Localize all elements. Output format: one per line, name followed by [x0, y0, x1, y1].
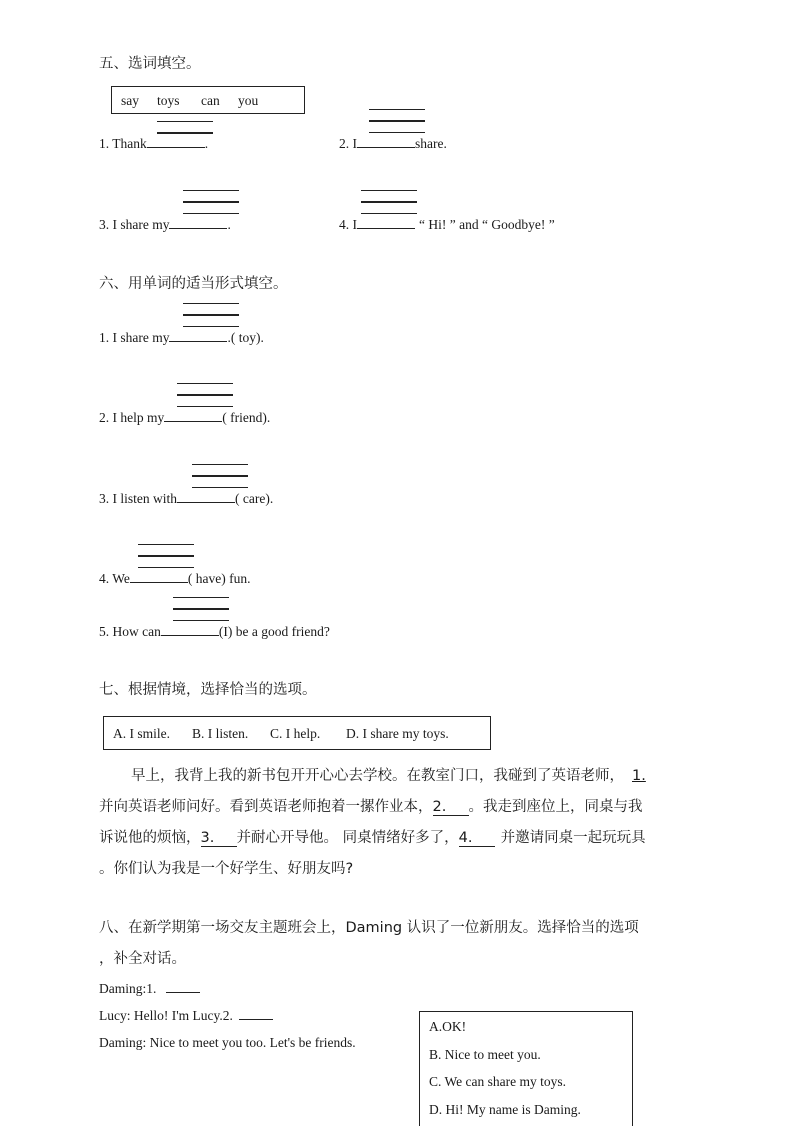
paragraph-text: 早上，我背上我的新书包开开心心去学校。在教室门口，我碰到了英语老师，: [131, 768, 624, 784]
question-number: 4.: [339, 217, 350, 232]
word-box: [111, 86, 305, 114]
answer-blank[interactable]: [357, 227, 415, 229]
s6-question-3: [99, 491, 273, 507]
blank-guide-lines: [177, 383, 233, 395]
question-text: ( have) fun.: [187, 571, 251, 586]
s6-question-5: [99, 624, 330, 640]
paragraph-text: 。我走到座位上，同桌与我: [468, 799, 643, 815]
blank-guide-lines: [138, 544, 194, 556]
answer-blank[interactable]: [164, 420, 222, 422]
question-text: “ Hi! ” and “ Goodbye! ”: [419, 217, 555, 232]
dialog-line-2: [99, 1008, 273, 1024]
word-option: toys: [157, 93, 180, 108]
blank-number: 4.: [458, 830, 473, 846]
option-d: D. I share my toys.: [346, 726, 449, 741]
question-text: I: [352, 217, 357, 232]
blank-guide-lines: [183, 190, 239, 202]
dialog-line-3: Daming: Nice to meet you too. Let's be friends.: [99, 1035, 356, 1050]
blank-number: 2.: [432, 799, 447, 815]
blank-2[interactable]: [433, 799, 469, 816]
question-text: .: [204, 136, 209, 151]
section-5-heading: 五、选词填空。: [99, 56, 201, 72]
s5-question-2: [339, 136, 447, 152]
question-text: .( toy).: [227, 330, 264, 345]
question-text: 4. We: [99, 571, 130, 586]
answer-blank[interactable]: [169, 227, 227, 229]
blank-guide-lines: [173, 597, 229, 609]
blank-guide-lines: [173, 609, 229, 621]
option-c: C. I help.: [270, 726, 321, 741]
paragraph-text: 并邀请同桌一起玩玩具: [500, 830, 646, 846]
paragraph-text: 并耐心开导他。 同桌情绪好多了，: [236, 830, 459, 846]
option-d: D. Hi! My name is Daming.: [429, 1102, 581, 1117]
question-number: 3.: [99, 217, 110, 232]
question-text: (I) be a good friend?: [218, 624, 330, 639]
blank-3[interactable]: [201, 830, 237, 847]
question-number: 2.: [339, 136, 350, 151]
blank-guide-lines: [138, 556, 194, 568]
word-option: can: [201, 93, 220, 108]
answer-blank[interactable]: [130, 581, 188, 583]
blank-number: 3.: [200, 830, 215, 846]
option-a: A.OK!: [429, 1019, 467, 1034]
question-text: I: [352, 136, 357, 151]
question-text: 1. I share my: [99, 330, 170, 345]
blank-guide-lines: [369, 109, 425, 121]
option-b: B. I listen.: [192, 726, 249, 741]
s6-question-2: [99, 410, 270, 426]
blank-guide-lines: [361, 190, 417, 202]
paragraph-line-4: 。你们认为我是一个好学生、好朋友吗?: [99, 861, 354, 877]
section-8-heading: 八、在新学期第一场交友主题班会上，Daming 认识了一位新朋友。选择恰当的选项: [99, 920, 639, 936]
s5-question-4: [339, 217, 555, 233]
blank-guide-lines: [183, 303, 239, 315]
options-box: [103, 716, 491, 750]
paragraph-text: 并向英语老师问好。看到英语老师抱着一摞作业本，: [99, 799, 433, 815]
dialog-blank-1[interactable]: [166, 991, 200, 993]
paragraph-line-1: [131, 764, 646, 785]
blank-guide-lines: [361, 202, 417, 214]
paragraph-text: 诉说他的烦恼，: [99, 830, 201, 846]
answer-blank[interactable]: [161, 634, 219, 636]
dialog-text: Lucy: Hello! I'm Lucy.2.: [99, 1008, 233, 1023]
option-b: B. Nice to meet you.: [429, 1047, 541, 1062]
blank-guide-lines: [177, 395, 233, 407]
blank-1[interactable]: 1.: [632, 768, 646, 784]
section-8-heading-cont: ，补全对话。: [99, 951, 186, 967]
question-text: .: [227, 217, 231, 232]
blank-guide-lines: [157, 121, 213, 133]
question-text: 2. I help my: [99, 410, 165, 425]
section-7-heading: 七、根据情境，选择恰当的选项。: [99, 682, 317, 698]
dialog-text: Daming:1.: [99, 981, 157, 996]
blank-guide-lines: [369, 121, 425, 133]
answer-blank[interactable]: [147, 146, 205, 148]
question-text: I share my: [112, 217, 170, 232]
question-text: ( care).: [235, 491, 274, 506]
blank-guide-lines: [192, 476, 248, 488]
option-c: C. We can share my toys.: [429, 1074, 567, 1089]
option-a: A. I smile.: [113, 726, 170, 741]
question-text: 3. I listen with: [99, 491, 177, 506]
answer-blank[interactable]: [177, 501, 235, 503]
dialog-line-1: [99, 981, 200, 997]
s6-question-4: [99, 571, 251, 587]
question-number: 1.: [99, 136, 110, 151]
s5-question-3: [99, 217, 231, 233]
question-text: 5. How can: [99, 624, 161, 639]
paragraph-line-3: [99, 826, 646, 847]
blank-4[interactable]: [459, 830, 495, 847]
dialog-options-box: [419, 1011, 633, 1126]
word-option: you: [238, 93, 259, 108]
s5-question-1: [99, 136, 208, 152]
paragraph-line-2: [99, 795, 643, 816]
section-6-heading: 六、用单词的适当形式填空。: [99, 276, 288, 292]
s6-question-1: [99, 330, 264, 346]
blank-guide-lines: [192, 464, 248, 476]
blank-guide-lines: [183, 202, 239, 214]
question-text: Thank: [112, 136, 147, 151]
question-text: ( friend).: [222, 410, 271, 425]
question-text: share.: [415, 136, 447, 151]
blank-guide-lines: [183, 315, 239, 327]
answer-blank[interactable]: [169, 340, 227, 342]
word-option: say: [121, 93, 139, 108]
answer-blank[interactable]: [357, 146, 415, 148]
dialog-blank-2[interactable]: [239, 1018, 273, 1020]
